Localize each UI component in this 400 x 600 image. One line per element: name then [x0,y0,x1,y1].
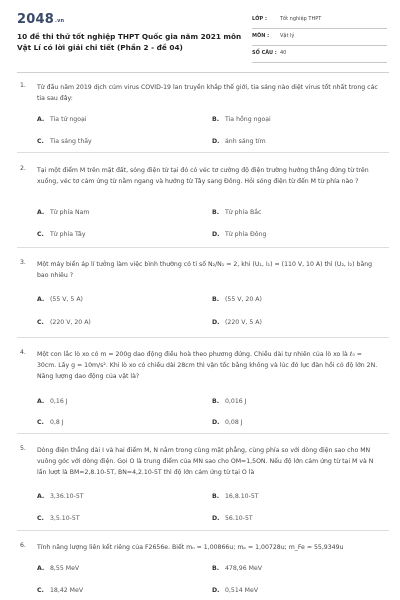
option-text: Tia tử ngoại [50,116,87,123]
document-header [0,0,400,62]
logo-main: 2048 [17,12,54,27]
option-c[interactable] [37,419,64,426]
question-text: Một con lắc lò xo có m = 200g dao động điều hoà theo phương đứng. Chiều dài tự nhiên của lò xo là ℓ₀ = 30cm. Lấy g = 10m/s². Khi lò xo có chiều dài 28cm thì vận tốc bằng không và lúc đó lực đàn hồi có độ lớn 2N. Năng lượng dao động của vật là? [37,351,378,380]
meta-label: MÔN : [252,33,270,39]
option-text: Từ phía Đông [225,231,267,238]
option-b[interactable] [212,116,271,123]
option-letter: B. [212,209,220,216]
option-text: (55 V, 20 A) [225,296,262,303]
option-letter: B. [212,565,220,572]
option-text: ánh sáng tím [225,138,266,145]
meta-label: SỐ CÂU : [252,50,277,56]
header-divider [17,72,389,73]
option-b[interactable] [212,296,262,303]
question-text: Một máy biến áp lí tưởng làm việc bình thường có tỉ số N₂/N₁ = 2, khi (U₁, I₁) = (110 V, 10 A) thì (U₂, I₂) bằng bao nhiêu ? [37,261,373,279]
question-text: Dòng điện thẳng dài I và hai điểm M, N nằm trong cùng mặt phẳng, cùng phía so với dòng điện sao cho MN vuông góc với dòng điện. Gọi O là trung điểm của MN sao cho OM=1,5ON. Nếu độ lớn cảm ứng từ tại M và N lần lượt là BM=2,8.10-5T, BN=4,2.10-5T thì độ lớn cảm ứng từ tại O là [37,447,374,476]
option-letter: D. [212,231,220,238]
option-text: 0,08 J [225,419,243,426]
site-logo[interactable] [17,12,64,27]
question-text: Tại một điểm M trên mặt đất, sóng điện từ tại đó có véc tơ cường độ điện trường hướng thẳng đứng từ trên xuống, véc tơ cảm ứng từ nằm ngang và hướng từ Tây sang Đông. Hỏi sóng điện từ đến M từ phía nào ? [37,167,369,185]
meta-row-question-count [252,49,387,63]
option-text: (55 V, 5 A) [50,296,83,303]
option-text: Từ phía Bắc [225,209,262,216]
meta-value: Tốt nghiệp THPT [280,16,322,22]
option-d[interactable] [212,231,266,238]
option-c[interactable] [37,319,91,326]
question-divider [17,530,389,531]
option-letter: D. [212,515,220,522]
question-divider [17,337,389,338]
option-d[interactable] [212,587,258,594]
question-number: 2. [20,165,26,172]
option-text: 3,5.10-5T [50,515,80,522]
option-text: 8,55 MeV [50,565,80,572]
option-c[interactable] [37,231,86,238]
option-text: 0,8 J [50,419,64,426]
option-text: 18,42 MeV [50,587,84,594]
option-text: 56.10-5T [225,515,253,522]
option-b[interactable] [212,493,259,500]
option-text: Từ phía Nam [50,209,90,216]
option-text: (220 V, 20 A) [50,319,91,326]
option-letter: D. [212,419,220,426]
option-letter: B. [212,398,220,405]
option-letter: B. [212,296,220,303]
option-letter: A. [37,565,45,572]
option-text: Từ phía Tây [50,231,86,238]
option-letter: B. [212,116,220,123]
meta-row-class [252,15,387,29]
document-title: 10 đề thi thử tốt nghiệp THPT Quốc gia năm 2021 môn Vật Lí có lời giải chi tiết (Phần 2 - đề 04) [17,32,242,52]
option-letter: A. [37,296,45,303]
option-text: 0,514 MeV [225,587,259,594]
option-text: Tia sáng thấy [50,138,92,145]
option-text: 0,16 J [50,398,68,405]
option-text: 3,36.10-5T [50,493,84,500]
option-d[interactable] [212,515,253,522]
logo-suffix: .vn [54,18,65,24]
option-d[interactable] [212,138,266,145]
question-number: 3. [20,259,26,266]
question-number: 4. [20,349,26,356]
option-letter: A. [37,116,45,123]
meta-value: Vật lý [280,33,295,39]
option-b[interactable] [212,565,262,572]
option-letter: C. [37,319,44,326]
option-a[interactable] [37,209,89,216]
option-letter: A. [37,398,45,405]
option-text: 0,016 J [225,398,247,405]
option-letter: C. [37,419,44,426]
question-number: 5. [20,445,26,452]
meta-value: 40 [280,50,287,56]
option-d[interactable] [212,419,243,426]
option-a[interactable] [37,398,68,405]
option-letter: D. [212,319,220,326]
option-letter: D. [212,138,220,145]
option-letter: A. [37,209,45,216]
question-text: Tính năng lượng liên kết riêng của F2656e. Biết mₙ = 1,00866u; mₚ = 1,00728u; m_Fe = 55,9349u [37,544,344,551]
meta-label: LỚP : [252,16,267,22]
option-text: 16,8.10-5T [225,493,259,500]
option-letter: C. [37,587,44,594]
exam-meta [252,15,387,66]
option-a[interactable] [37,565,79,572]
option-letter: C. [37,231,44,238]
option-text: Tia hồng ngoại [225,116,271,123]
option-b[interactable] [212,209,261,216]
question-divider [17,433,389,434]
option-c[interactable] [37,587,83,594]
question-text: Từ đầu năm 2019 dịch cúm virus COVID-19 lan truyền khắp thế giới, tia sáng nào diệt virus tốt nhất trong các tia sau đây: [37,84,378,102]
option-letter: D. [212,587,220,594]
question-divider [17,152,389,153]
option-text: (220 V, 5 A) [225,319,262,326]
option-letter: B. [212,493,220,500]
option-a[interactable] [37,296,83,303]
option-text: 478,96 MeV [225,565,262,572]
option-a[interactable] [37,116,87,123]
option-c[interactable] [37,138,92,145]
option-d[interactable] [212,319,262,326]
option-letter: C. [37,515,44,522]
meta-row-subject [252,32,387,46]
question-number: 1. [20,82,26,89]
question-divider [17,247,389,248]
option-b[interactable] [212,398,247,405]
option-a[interactable] [37,493,84,500]
option-letter: C. [37,138,44,145]
question-number: 6. [20,542,26,549]
option-letter: A. [37,493,45,500]
option-c[interactable] [37,515,80,522]
